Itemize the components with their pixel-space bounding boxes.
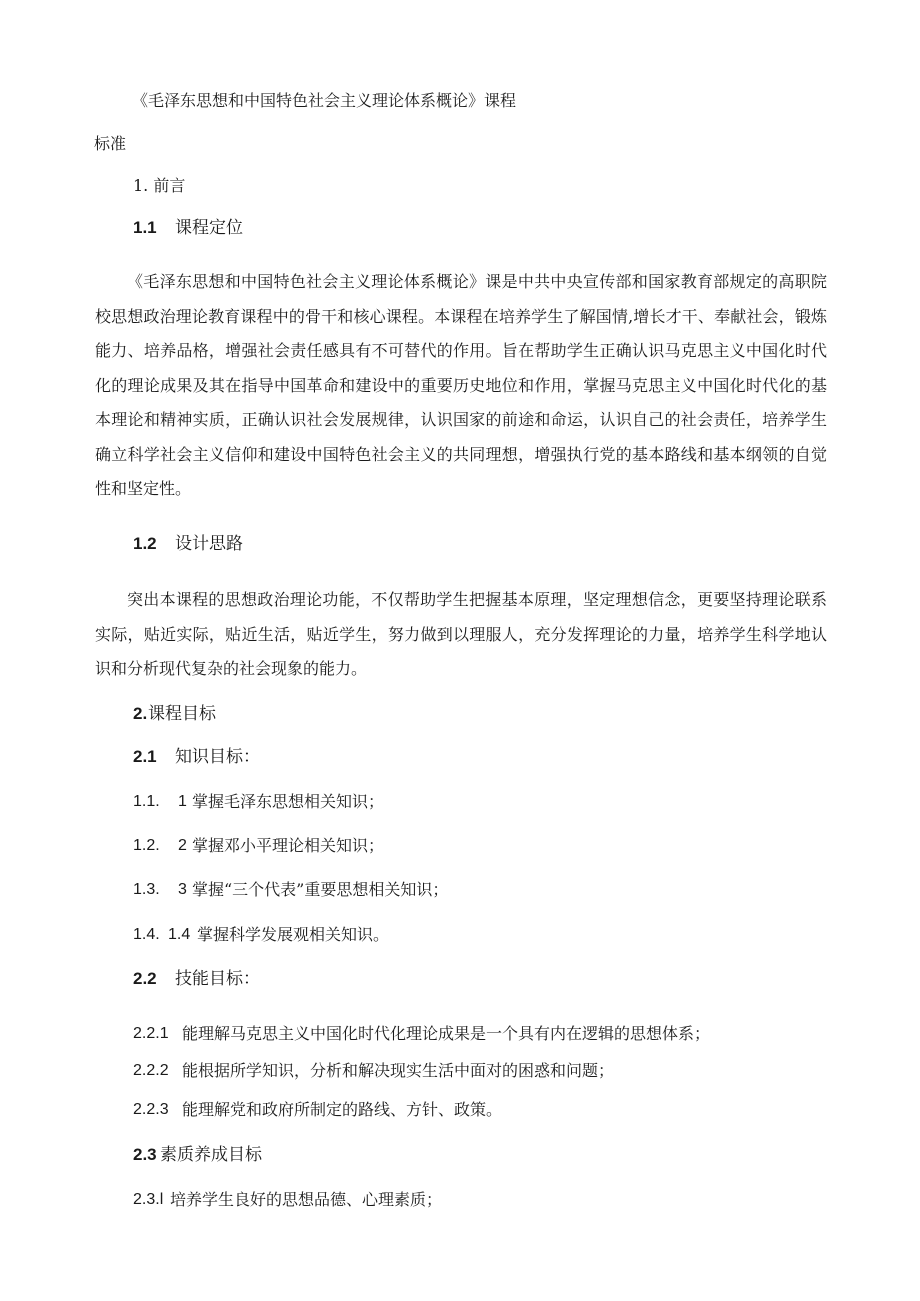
knowledge-goal-text: 掌握毛泽东思想相关知识； [192, 792, 385, 811]
knowledge-goal-subnumber: 3 [178, 881, 187, 898]
knowledge-goal-text: 掌握“三个代表”重要思想相关知识； [192, 880, 449, 899]
section-2-1-label: 知识目标： [175, 747, 260, 767]
skill-goal-number: 2.2.1 [133, 1025, 169, 1042]
knowledge-goal-text: 掌握邓小平理论相关知识； [192, 836, 385, 855]
section-1-heading: 1. 前言 [133, 176, 186, 195]
knowledge-goal-subnumber: 1 [178, 793, 187, 810]
skill-goal-text: 能根据所学知识，分析和解决现实生活中面对的困惑和问题； [182, 1061, 615, 1080]
section-2-3-number: 2.3 [133, 1145, 157, 1164]
section-1-1-paragraph: 《毛泽东思想和中国特色社会主义理论体系概论》课是中共中央宣传部和国家教育部规定的高职院校思想政治理论教育课程中的骨干和核心课程。本课程在培养学生了解国情,增长才干、奉献社会，锻炼能力、培养品格，增强社会责任感具有不可替代的作用。旨在帮助学生正确认识马克思主义中国化时代化的理论成果及其在指导中国革命和建设中的重要历史地位和作用，掌握马克思主义中国化时代化的基本理论和精神实质，正确认识社会发展规律，认识国家的前途和命运，认识自己的社会责任，培养学生确立科学社会主义信仰和建设中国特色社会主义的共同理想，增强执行党的基本路线和基本纲领的自觉性和坚定性。 [95, 272, 827, 498]
section-1-2-label: 设计思路 [175, 534, 243, 554]
section-2-3-label: 素质养成目标 [160, 1145, 262, 1165]
document-title-line2: 标准 [94, 134, 127, 153]
section-2-2-label: 技能目标： [175, 969, 260, 989]
knowledge-goal-subnumber: 2 [178, 837, 187, 854]
knowledge-goal-subnumber: 1.4 [168, 926, 191, 943]
knowledge-goal-number: 1.3. [133, 881, 160, 898]
section-1-2-number: 1.2 [133, 534, 157, 553]
section-2-label: 课程目标 [148, 704, 216, 724]
section-1-1-label: 课程定位 [175, 218, 243, 238]
section-1-2-paragraph: 突出本课程的思想政治理论功能，不仅帮助学生把握基本原理，坚定理想信念，更要坚持理论联系实际，贴近实际，贴近生活，贴近学生，努力做到以理服人，充分发挥理论的力量，培养学生科学地认识和分析现代复杂的社会现象的能力。 [95, 590, 827, 678]
quality-goal-text: 培养学生良好的思想品德、心理素质； [170, 1190, 443, 1209]
quality-goal-number: 2.3.l [133, 1191, 164, 1208]
skill-goal-text: 能理解马克思主义中国化时代化理论成果是一个具有内在逻辑的思想体系； [182, 1024, 711, 1043]
knowledge-goal-number: 1.4. [133, 926, 160, 943]
knowledge-goal-number: 1.2. [133, 837, 160, 854]
document-title-line1: 《毛泽东思想和中国特色社会主义理论体系概论》课程 [132, 91, 517, 110]
section-2-2-number: 2.2 [133, 969, 157, 988]
skill-goal-number: 2.2.2 [133, 1062, 169, 1079]
skill-goal-text: 能理解党和政府所制定的路线、方针、政策。 [182, 1100, 503, 1119]
section-2-number: 2. [133, 704, 148, 723]
section-2-1-number: 2.1 [133, 747, 157, 766]
section-1-1-number: 1.1 [133, 218, 157, 237]
knowledge-goal-text: 掌握科学发展观相关知识。 [197, 925, 390, 944]
skill-goal-number: 2.2.3 [133, 1101, 169, 1118]
knowledge-goal-number: 1.1. [133, 793, 160, 810]
